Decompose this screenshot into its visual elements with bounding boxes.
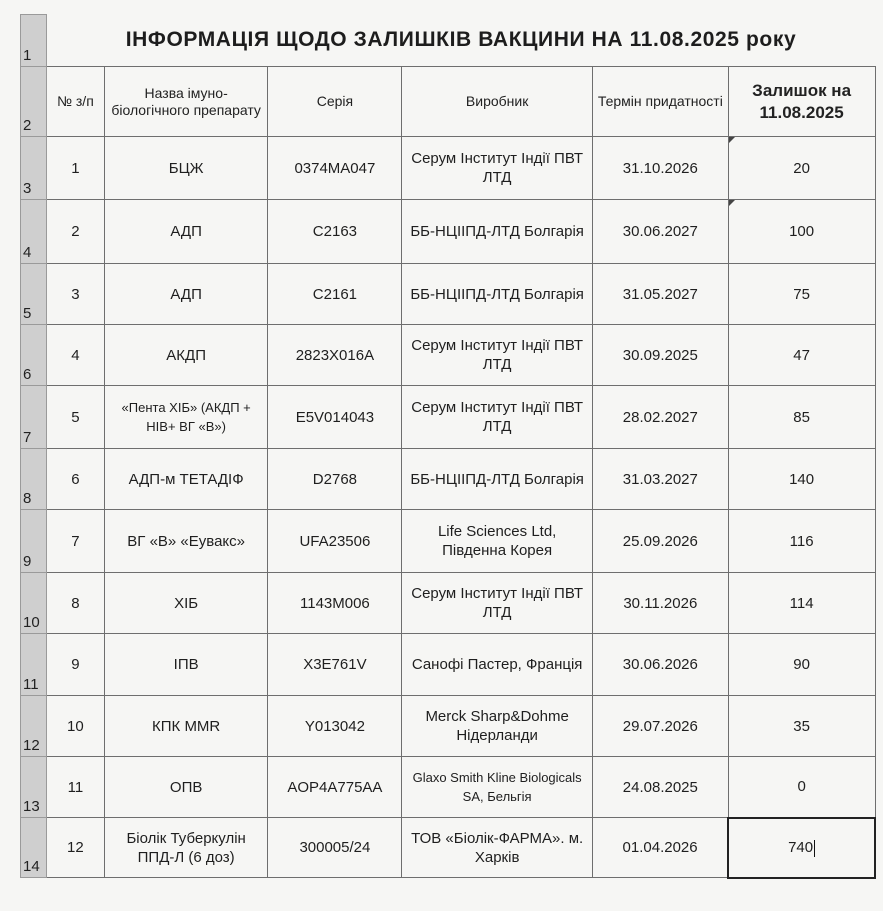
cell-series[interactable]: 2823X016A — [268, 325, 402, 386]
table-row — [21, 449, 876, 510]
cell-expiry[interactable]: 31.03.2027 — [592, 449, 728, 510]
cell-name[interactable]: Біолік Туберкулін ППД-Л (6 доз) — [104, 818, 268, 878]
cell-expiry[interactable]: 30.09.2025 — [592, 325, 728, 386]
header-series[interactable]: Серія — [268, 67, 402, 137]
cell-manufacturer[interactable]: ББ-НЦІІПД-ЛТД Болгарія — [402, 200, 593, 264]
cell-name[interactable]: БЦЖ — [104, 137, 268, 200]
cell-remainder[interactable]: 114 — [728, 573, 875, 634]
cell-remainder[interactable]: 85 — [728, 386, 875, 449]
header-expiry[interactable]: Термін придатності — [592, 67, 728, 137]
row-number[interactable]: 9 — [21, 510, 47, 573]
table-row — [21, 696, 876, 757]
cell-num[interactable]: 2 — [46, 200, 104, 264]
cell-name[interactable]: «Пента ХІБ» (АКДП + НІВ+ ВГ «В») — [104, 386, 268, 449]
cell-manufacturer[interactable]: Серум Інститут Індії ПВТ ЛТД — [402, 386, 593, 449]
row-number[interactable]: 7 — [21, 386, 47, 449]
cell-num[interactable]: 4 — [46, 325, 104, 386]
cell-num[interactable]: 6 — [46, 449, 104, 510]
cell-remainder[interactable]: 75 — [728, 264, 875, 325]
cell-name[interactable]: ІПВ — [104, 634, 268, 696]
header-name[interactable]: Назва імуно-біологічного препарату — [104, 67, 268, 137]
cell-manufacturer[interactable]: Merck Sharp&Dohme Нідерланди — [402, 696, 593, 757]
cell-name[interactable]: КПК MMR — [104, 696, 268, 757]
cell-name[interactable]: ОПВ — [104, 757, 268, 818]
row-number[interactable]: 8 — [21, 449, 47, 510]
cell-manufacturer[interactable]: ББ-НЦІІПД-ЛТД Болгарія — [402, 449, 593, 510]
cell-manufacturer[interactable]: ББ-НЦІІПД-ЛТД Болгарія — [402, 264, 593, 325]
cell-manufacturer[interactable]: Серум Інститут Індії ПВТ ЛТД — [402, 573, 593, 634]
cell-num[interactable]: 12 — [46, 818, 104, 878]
cell-expiry[interactable]: 24.08.2025 — [592, 757, 728, 818]
row-number[interactable]: 13 — [21, 757, 47, 818]
cell-series[interactable]: X3E761V — [268, 634, 402, 696]
cell-num[interactable]: 3 — [46, 264, 104, 325]
row-number[interactable]: 4 — [21, 200, 47, 264]
cell-name[interactable]: АДП — [104, 200, 268, 264]
cell-manufacturer[interactable]: Санофі Пастер, Франція — [402, 634, 593, 696]
cell-remainder[interactable]: 116 — [728, 510, 875, 573]
table-row — [21, 386, 876, 449]
cell-expiry[interactable]: 30.06.2026 — [592, 634, 728, 696]
table-row — [21, 573, 876, 634]
row-number[interactable]: 10 — [21, 573, 47, 634]
cell-num[interactable]: 7 — [46, 510, 104, 573]
cell-remainder[interactable]: 90 — [728, 634, 875, 696]
row-number[interactable]: 11 — [21, 634, 47, 696]
row-number[interactable]: 14 — [21, 818, 47, 878]
cell-remainder-active[interactable] — [728, 818, 875, 878]
cell-manufacturer[interactable]: Glaxo Smith Kline Biologicals SA, Бельгія — [402, 757, 593, 818]
cell-name[interactable]: ВГ «В» «Еувакс» — [104, 510, 268, 573]
table-row — [21, 757, 876, 818]
cell-remainder[interactable]: 0 — [728, 757, 875, 818]
row-number[interactable]: 5 — [21, 264, 47, 325]
row-number[interactable]: 1 — [21, 15, 47, 67]
cell-manufacturer[interactable]: ТОВ «Біолік-ФАРМА». м. Харків — [402, 818, 593, 878]
table-row — [21, 137, 876, 200]
cell-name[interactable]: АКДП — [104, 325, 268, 386]
header-row — [21, 67, 876, 137]
cell-series[interactable]: C2163 — [268, 200, 402, 264]
cell-num[interactable]: 11 — [46, 757, 104, 818]
cell-manufacturer[interactable]: Серум Інститут Індії ПВТ ЛТД — [402, 137, 593, 200]
row-number[interactable]: 12 — [21, 696, 47, 757]
table-row — [21, 264, 876, 325]
spreadsheet — [20, 14, 876, 882]
cell-name[interactable]: АДП — [104, 264, 268, 325]
cell-series[interactable]: 0374MA047 — [268, 137, 402, 200]
vaccine-stock-table — [20, 14, 876, 879]
cell-remainder[interactable]: 47 — [728, 325, 875, 386]
cell-series[interactable]: 1143M006 — [268, 573, 402, 634]
text-cursor — [814, 840, 815, 857]
cell-expiry[interactable]: 30.06.2027 — [592, 200, 728, 264]
header-num[interactable]: № з/п — [46, 67, 104, 137]
cell-expiry[interactable]: 28.02.2027 — [592, 386, 728, 449]
cell-name[interactable]: ХІБ — [104, 573, 268, 634]
cell-series[interactable]: Y013042 — [268, 696, 402, 757]
row-number[interactable]: 6 — [21, 325, 47, 386]
cell-remainder[interactable]: 140 — [728, 449, 875, 510]
cell-num[interactable]: 10 — [46, 696, 104, 757]
table-row — [21, 634, 876, 696]
cell-num[interactable]: 8 — [46, 573, 104, 634]
cell-remainder[interactable]: 35 — [728, 696, 875, 757]
table-row — [21, 325, 876, 386]
cell-manufacturer[interactable]: Серум Інститут Індії ПВТ ЛТД — [402, 325, 593, 386]
cell-series[interactable]: 300005/24 — [268, 818, 402, 878]
cell-remainder[interactable]: 20 — [728, 137, 875, 200]
cell-num[interactable]: 5 — [46, 386, 104, 449]
sheet-title[interactable]: ІНФОРМАЦІЯ ЩОДО ЗАЛИШКІВ ВАКЦИНИ НА 11.08.2025 року — [46, 15, 875, 67]
cell-series[interactable]: C2161 — [268, 264, 402, 325]
cell-num[interactable]: 9 — [46, 634, 104, 696]
cell-series[interactable]: E5V014043 — [268, 386, 402, 449]
cell-expiry[interactable]: 25.09.2026 — [592, 510, 728, 573]
cell-expiry[interactable]: 30.11.2026 — [592, 573, 728, 634]
cell-manufacturer[interactable]: Life Sciences Ltd, Південна Корея — [402, 510, 593, 573]
cell-expiry[interactable]: 01.04.2026 — [592, 818, 728, 878]
table-row — [21, 818, 876, 878]
header-manufacturer[interactable]: Виробник — [402, 67, 593, 137]
row-number[interactable]: 2 — [21, 67, 47, 137]
cell-num[interactable]: 1 — [46, 137, 104, 200]
cell-name[interactable]: АДП-м ТЕТАДІФ — [104, 449, 268, 510]
cell-expiry[interactable]: 31.05.2027 — [592, 264, 728, 325]
table-row — [21, 510, 876, 573]
table-row — [21, 200, 876, 264]
cell-remainder[interactable]: 100 — [728, 200, 875, 264]
header-remainder[interactable]: Залишок на 11.08.2025 — [728, 67, 875, 137]
cell-remainder-value: 740 — [788, 839, 814, 856]
cell-series[interactable]: D2768 — [268, 449, 402, 510]
cell-expiry[interactable]: 31.10.2026 — [592, 137, 728, 200]
cell-series[interactable]: UFA23506 — [268, 510, 402, 573]
title-row — [21, 15, 876, 67]
cell-expiry[interactable]: 29.07.2026 — [592, 696, 728, 757]
row-number[interactable]: 3 — [21, 137, 47, 200]
cell-series[interactable]: AOP4A775AA — [268, 757, 402, 818]
